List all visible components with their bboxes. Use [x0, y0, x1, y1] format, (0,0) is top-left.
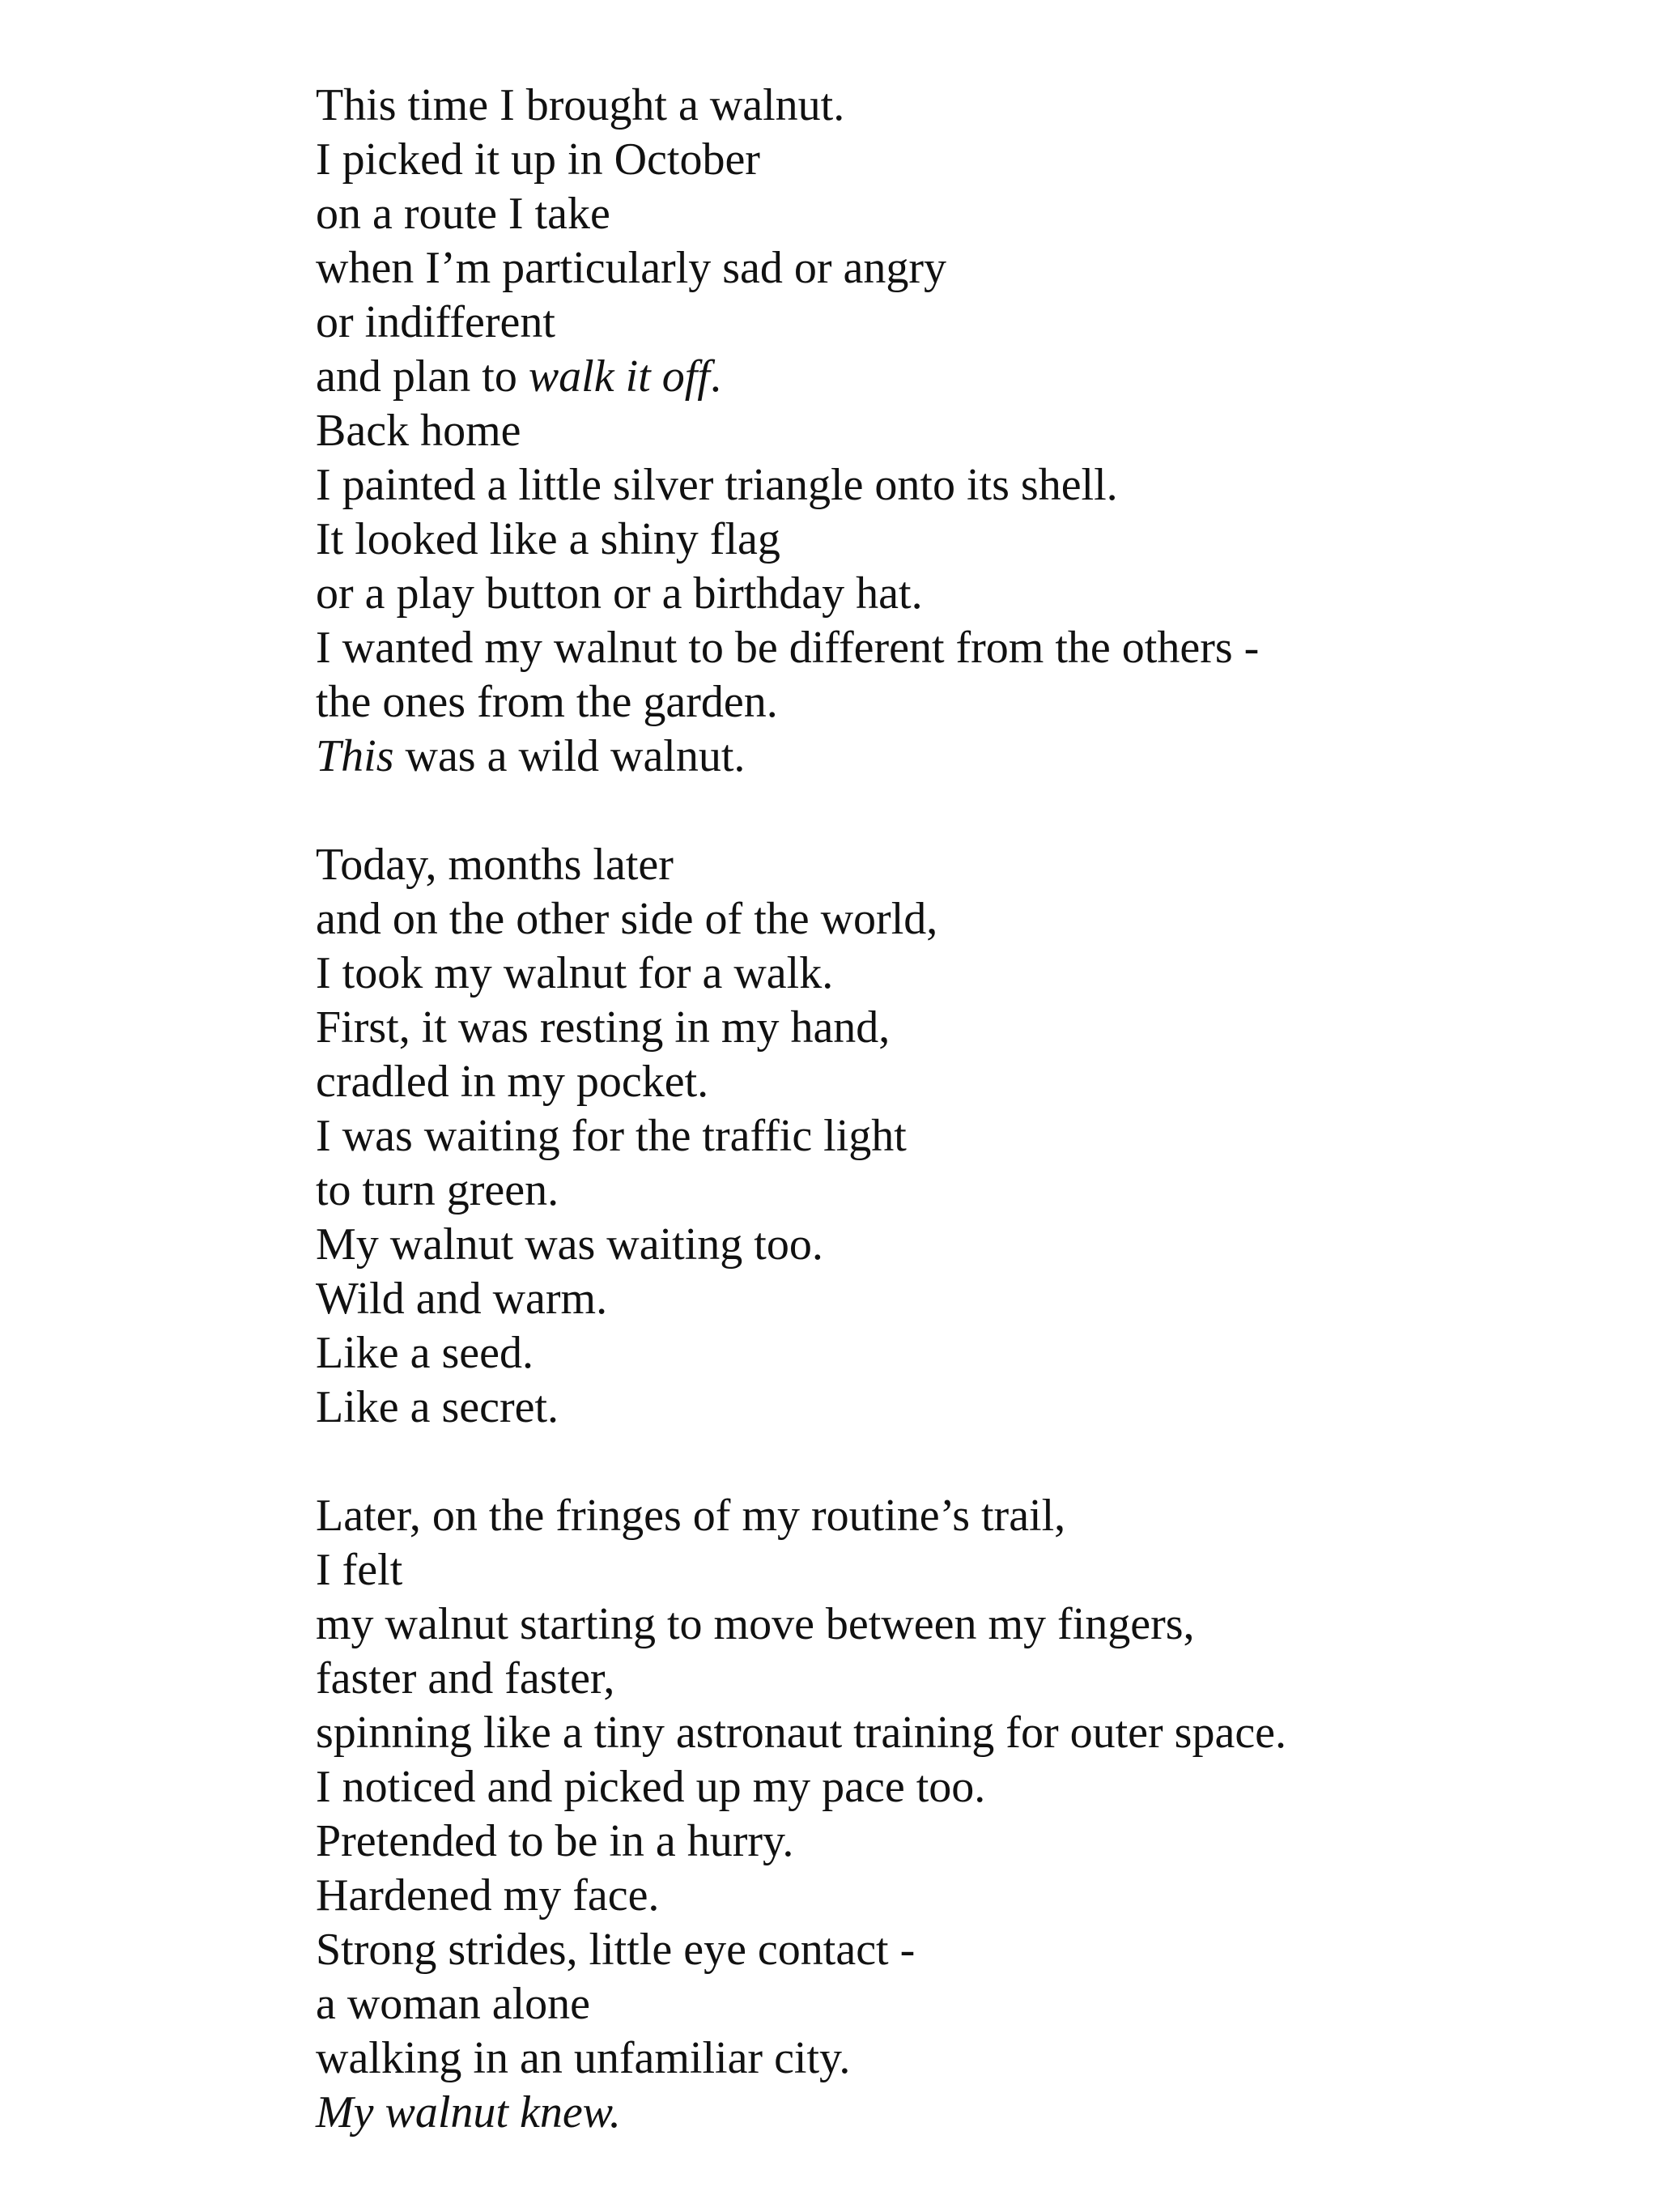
stanza-break [316, 784, 1611, 838]
poem-line-italic: My walnut knew. [316, 2087, 621, 2138]
poem-line: I felt [316, 1545, 403, 1595]
poem-line: Strong strides, little eye contact - [316, 1925, 916, 1975]
poem-line: Like a secret. [316, 1382, 559, 1432]
stanza-1 [316, 79, 1611, 784]
poem-line: I painted a little silver triangle onto its shell. [316, 460, 1118, 510]
poem-line: I picked it up in October [316, 134, 760, 185]
poem-line: the ones from the garden. [316, 677, 778, 727]
poem-line: Later, on the fringes of my routine’s trail, [316, 1491, 1066, 1541]
italic-phrase: walk it off [528, 351, 710, 402]
poem-line: It looked like a shiny flag [316, 514, 780, 564]
stanza-3 [316, 1489, 1611, 2140]
poem-line: Like a seed. [316, 1328, 534, 1378]
italic-word: This [316, 731, 394, 781]
poem-line: cradled in my pocket. [316, 1057, 709, 1107]
poem-line-text: and plan to [316, 351, 529, 402]
poem-line: My walnut was waiting too. [316, 1219, 823, 1270]
poem-line: I wanted my walnut to be different from the others - [316, 623, 1260, 673]
poem-line: Wild and warm. [316, 1274, 608, 1324]
poem-line: on a route I take [316, 189, 610, 239]
poem-line: faster and faster, [316, 1653, 615, 1704]
poem-line: First, it was resting in my hand, [316, 1002, 891, 1053]
poem-line-text: was a wild walnut. [393, 731, 746, 781]
poem-line: I took my walnut for a walk. [316, 948, 834, 998]
poem-line: Today, months later [316, 840, 674, 890]
poem-line: I was waiting for the traffic light [316, 1111, 907, 1161]
poem-line: This time I brought a walnut. [316, 80, 845, 130]
stanza-break [316, 1435, 1611, 1489]
poem-line: a woman alone [316, 1979, 590, 2029]
stanza-2 [316, 838, 1611, 1435]
poem-line: spinning like a tiny astronaut training for outer space. [316, 1708, 1287, 1758]
poem-line: Back home [316, 406, 521, 456]
poem-line: to turn green. [316, 1165, 559, 1215]
poem-line: I noticed and picked up my pace too. [316, 1762, 986, 1812]
poem-line: my walnut starting to move between my fingers, [316, 1599, 1195, 1649]
poem-line-text: . [709, 351, 721, 402]
poem-line [316, 730, 1611, 784]
poem-line: Pretended to be in a hurry. [316, 1816, 794, 1866]
poem-line: and on the other side of the world, [316, 894, 938, 944]
poem-text [316, 79, 1611, 2140]
poem-line: when I’m particularly sad or angry [316, 243, 947, 293]
poem-line: Hardened my face. [316, 1870, 660, 1921]
poem-line [316, 350, 1611, 404]
poem-line: walking in an unfamiliar city. [316, 2033, 851, 2083]
poem-line: or indifferent [316, 297, 555, 347]
poem-line: or a play button or a birthday hat. [316, 568, 923, 619]
